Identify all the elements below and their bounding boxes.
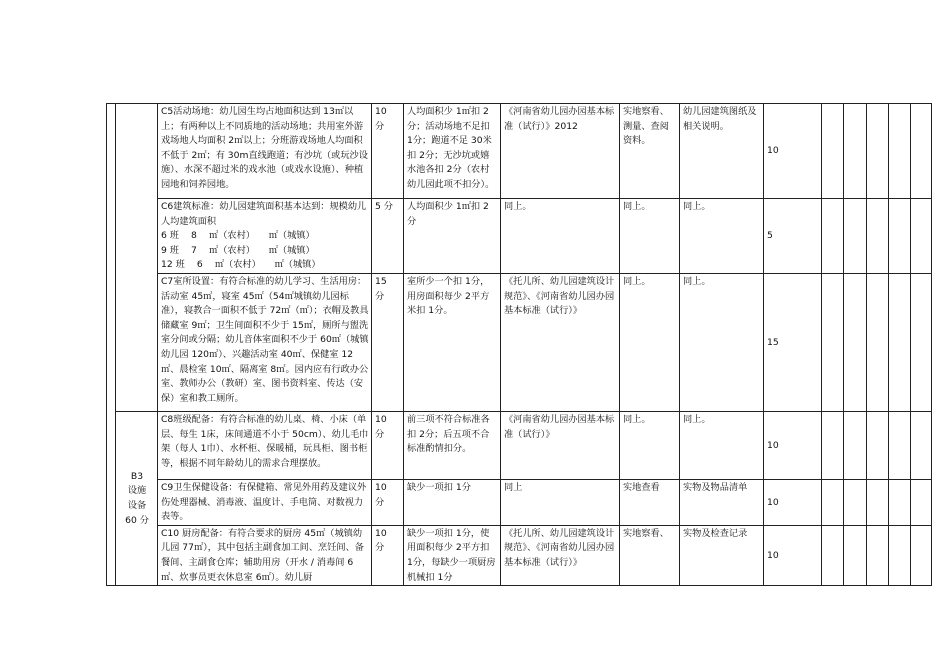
blank-cell: [844, 104, 867, 199]
blank-cell: [911, 199, 932, 274]
blank-cell: [889, 199, 911, 274]
deduction-cell: 室所少一个扣 1分，用房面积每少 2平方米扣 1分。: [404, 273, 501, 411]
points-cell: 5 分: [372, 199, 404, 274]
points-cell: 10 分: [372, 104, 404, 199]
blank-cell: [844, 411, 867, 479]
blank-cell: [911, 479, 932, 525]
b-category-cell: [116, 104, 158, 412]
blank-cell: [844, 525, 867, 585]
item-cell: C6建筑标准：幼儿园建筑面积基本达到：规模幼儿人均建筑面积 6 班 8 ㎡（农村） ㎡（城镇） 9 班 7 ㎡（农村） ㎡（城镇） 12 班 6 ㎡（农村） ㎡（城镇）: [158, 199, 372, 274]
blank-cell: [844, 479, 867, 525]
basis-cell: 《河南省幼儿园办园基本标准（试行）》: [501, 411, 620, 479]
blank-cell: [889, 104, 911, 199]
deduction-cell: 人均面积少 1㎡扣 2分；活动场地不足扣 1分；跑道不足 30米扣 2分；无沙坑或嬉水池各扣 2分（农村幼儿园此项不扣分）。: [404, 104, 501, 199]
basis-cell: 《托儿所、幼儿园建筑设计规范》、《河南省幼儿园办园基本标准（试行）》: [501, 525, 620, 585]
table-row: [107, 479, 932, 525]
blank-cell: [867, 273, 889, 411]
basis-cell: 《托儿所、幼儿园建筑设计规范》、《河南省幼儿园办园基本标准（试行）》: [501, 273, 620, 411]
basis-cell: 同上。: [501, 199, 620, 274]
blank-cell: [889, 479, 911, 525]
materials-cell: 同上。: [680, 199, 764, 274]
blank-cell: [911, 104, 932, 199]
blank-cell: [867, 104, 889, 199]
evaluation-table: [106, 103, 932, 586]
item-cell: C7室所设置：有符合标准的幼儿学习、生活用房：活动室 45㎡，寝室 45㎡（54㎡城镇幼儿园标准），寝教合一面积不低于 72㎡（㎡）；衣帽及教具储藏室 9㎡；卫生间面积不少于 15㎡，厕所与盥洗室分间或分隔；幼儿音体室面积不少于 60㎡（城镇幼儿园 120㎡）、兴趣活动室 40㎡、保健室 12㎡、晨检室 10㎡、隔离室 8㎡。园内应有行政办公室、教师办公（教研）室、图书资料室、传达（安保）室和教工厕所。: [158, 273, 372, 411]
deduction-cell: 人均面积少 1㎡扣 2分: [404, 199, 501, 274]
table-row: [107, 104, 932, 199]
score-cell: 10: [764, 411, 822, 479]
blank-cell: [844, 199, 867, 274]
blank-cell: [867, 525, 889, 585]
blank-cell: [889, 273, 911, 411]
blank-cell: [822, 479, 844, 525]
materials-cell: 幼儿园建筑图纸及相关说明。: [680, 104, 764, 199]
score-cell: 10: [764, 104, 822, 199]
blank-cell: [822, 411, 844, 479]
deduction-cell: 缺少一项扣 1分，使用面积每少 2平方扣 1分，每缺少一项厨房机械扣 1分: [404, 525, 501, 585]
blank-cell: [867, 411, 889, 479]
method-cell: 实地察看、: [620, 525, 680, 585]
points-cell: 10 分: [372, 411, 404, 479]
method-cell: 同上。: [620, 199, 680, 274]
table-row: [107, 525, 932, 585]
method-cell: 同上。: [620, 273, 680, 411]
blank-cell: [822, 199, 844, 274]
table-row: [107, 199, 932, 274]
materials-cell: 实物及检查记录: [680, 525, 764, 585]
blank-cell: [867, 199, 889, 274]
deduction-cell: 前三项不符合标准各扣 2分；后五项不合标准酌情扣分。: [404, 411, 501, 479]
materials-cell: 实物及物品清单: [680, 479, 764, 525]
table-row: [107, 273, 932, 411]
blank-cell: [867, 479, 889, 525]
blank-cell: [822, 525, 844, 585]
blank-cell: [911, 411, 932, 479]
basis-cell: 《河南省幼儿园办园基本标准（试行）》2012: [501, 104, 620, 199]
materials-cell: 同上。: [680, 411, 764, 479]
blank-cell: [889, 411, 911, 479]
method-cell: 实地察看、测量、查阅资料。: [620, 104, 680, 199]
item-cell: C9卫生保健设备：有保健箱、常见外用药及建议外伤处理器械、消毒液、温度计、手电筒、对数视力表等。: [158, 479, 372, 525]
blank-cell: [844, 273, 867, 411]
method-cell: 同上。: [620, 411, 680, 479]
score-cell: 10: [764, 525, 822, 585]
a-category-cell: [107, 104, 116, 586]
item-cell: C8班级配备：有符合标准的幼儿桌、椅、小床（单层、每生 1床，床间通道不小于 50cm）、幼儿毛巾架（每人 1巾）、水杯柜、保暖桶，玩具柜、图书柜等，根据不同年龄幼儿的需求合理摆放。: [158, 411, 372, 479]
score-cell: 10: [764, 479, 822, 525]
table-row: [107, 411, 932, 479]
score-cell: 15: [764, 273, 822, 411]
method-cell: 实地查看: [620, 479, 680, 525]
points-cell: 10 分: [372, 525, 404, 585]
blank-cell: [911, 525, 932, 585]
item-cell: C10 厨房配备：有符合要求的厨房 45㎡（城镇幼儿园 77㎡），其中包括主副食加工间、烹饪间、备餐间、主副食仓库；辅助用房（开水 / 消毒间 6㎡、炊事员更衣休息室 6㎡）。幼儿厨: [158, 525, 372, 585]
blank-cell: [911, 273, 932, 411]
points-cell: 15 分: [372, 273, 404, 411]
deduction-cell: 缺少一项扣 1分: [404, 479, 501, 525]
score-cell: 5: [764, 199, 822, 274]
points-cell: 10 分: [372, 479, 404, 525]
item-cell: C5活动场地：幼儿园生均占地面积达到 13㎡以上；有两种以上不同质地的活动场地；共用室外游戏场地人均面积 2㎡以上；分班游戏场地人均面积不低于 2㎡；有 30m直线跑道；有沙坑（或玩沙设施）、水深不超过米的戏水池（或戏水设施）、种植园地和饲养园地。: [158, 104, 372, 199]
materials-cell: 同上。: [680, 273, 764, 411]
b3-category-label: B3 设施 设备 60 分: [116, 411, 158, 585]
blank-cell: [822, 273, 844, 411]
basis-cell: 同上: [501, 479, 620, 525]
blank-cell: [822, 104, 844, 199]
blank-cell: [889, 525, 911, 585]
